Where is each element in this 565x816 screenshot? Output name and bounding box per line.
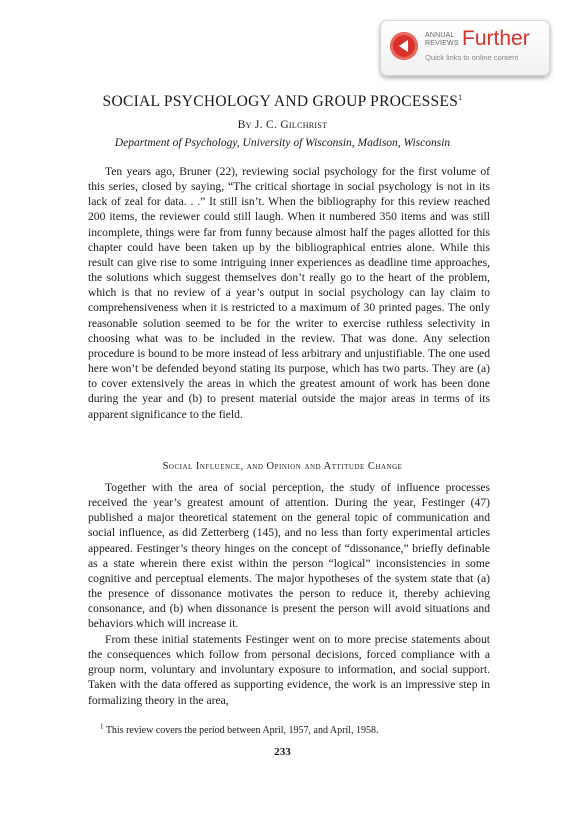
article-title <box>0 93 565 111</box>
section-heading: Social Influence, and Opinion and Attitude Change <box>162 461 403 472</box>
paragraph-text: Ten years ago, Bruner (22), reviewing social psychology for the first volume of this series, closed by saying, “The critical shortage in social psychology is not in its lack of zeal for data. . .” It still isn’t. When the bibliography for this review reached 200 items, the reviewer could still laugh. When it numbered 350 items and was still incomplete, things were far from funny because almost half the pages allotted for this chapter could have been taken up by the bibliographical entries alone. While this result can give rise to some intriguing inner experiences as deadline time approaches, the solutions which suggest themselves don’t really go to the heart of the problem, which is that no review of a year’s output in social psychology can lay claim to comprehensiveness when it is restricted to a maximum of 30 printed pages. The only reasonable solution seemed to be for the writer to exercise ruthless selectivity in choosing what was to be included in the review. That was done. Any selection procedure is bound to be more instead of less arbitrary and unjustifiable. The one used here won’t be defended beyond stating its purpose, which has two parts. They are (a) to cover extensively the areas in which the greatest amount of work has been done during the year and (b) to present material outside the major areas in terms of its apparent significance to the field. <box>88 165 490 421</box>
article-title-text: SOCIAL PSYCHOLOGY AND GROUP PROCESSES <box>102 93 459 110</box>
badge-title: Further <box>462 27 530 50</box>
article-author: By J. C. Gilchrist <box>237 119 328 131</box>
footnote-text: This review covers the period between April, 1957, and April, 1958. <box>105 725 379 736</box>
paragraph-text: Together with the area of social perception, the study of influence processes received the year’s greatest amount of attention. During the year, Festinger (47) published a major theoretical statement on the general topic of communication and social influence, as did Zetterberg (145), and no less than forty experimental articles appeared. Festinger’s theory hinges on the concept of “dissonance,” briefly definable as a state wherein there exist within the person “logical” inconsistencies in some cognitive and perceptual elements. The major hypotheses of the system state that (a) the presence of dissonance motivates the person to reduce it, thereby achieving consonance, and (b) when dissonance is present the person will avoid situations and behaviors which will increase it. <box>88 481 490 631</box>
body-paragraph-3 <box>88 632 490 708</box>
title-footnote-mark: 1 <box>458 92 463 102</box>
footnote <box>100 722 379 736</box>
body-paragraph-2 <box>88 480 490 632</box>
body-paragraph-1 <box>88 164 490 422</box>
badge-brand-line2: REVIEWS <box>425 40 459 47</box>
paragraph-text: From these initial statements Festinger went on to more precise statements about the consequences which follow from personal decisions, forced compliance with a group norm, voluntary and involuntary exposure to information, and social support. Taken with the data offered as supporting evidence, the work is an impressive step in formalizing theory in the area, <box>88 633 490 707</box>
further-badge[interactable] <box>380 20 550 76</box>
badge-subtitle: Quick links to online content <box>425 53 519 62</box>
play-icon <box>390 32 418 60</box>
badge-brand <box>425 32 459 48</box>
badge-brand-line1: ANNUAL <box>425 32 455 39</box>
article-affiliation: Department of Psychology, University of Wisconsin, Madison, Wisconsin <box>114 137 451 149</box>
page-number: 233 <box>274 746 291 758</box>
footnote-mark: 1 <box>100 722 104 731</box>
